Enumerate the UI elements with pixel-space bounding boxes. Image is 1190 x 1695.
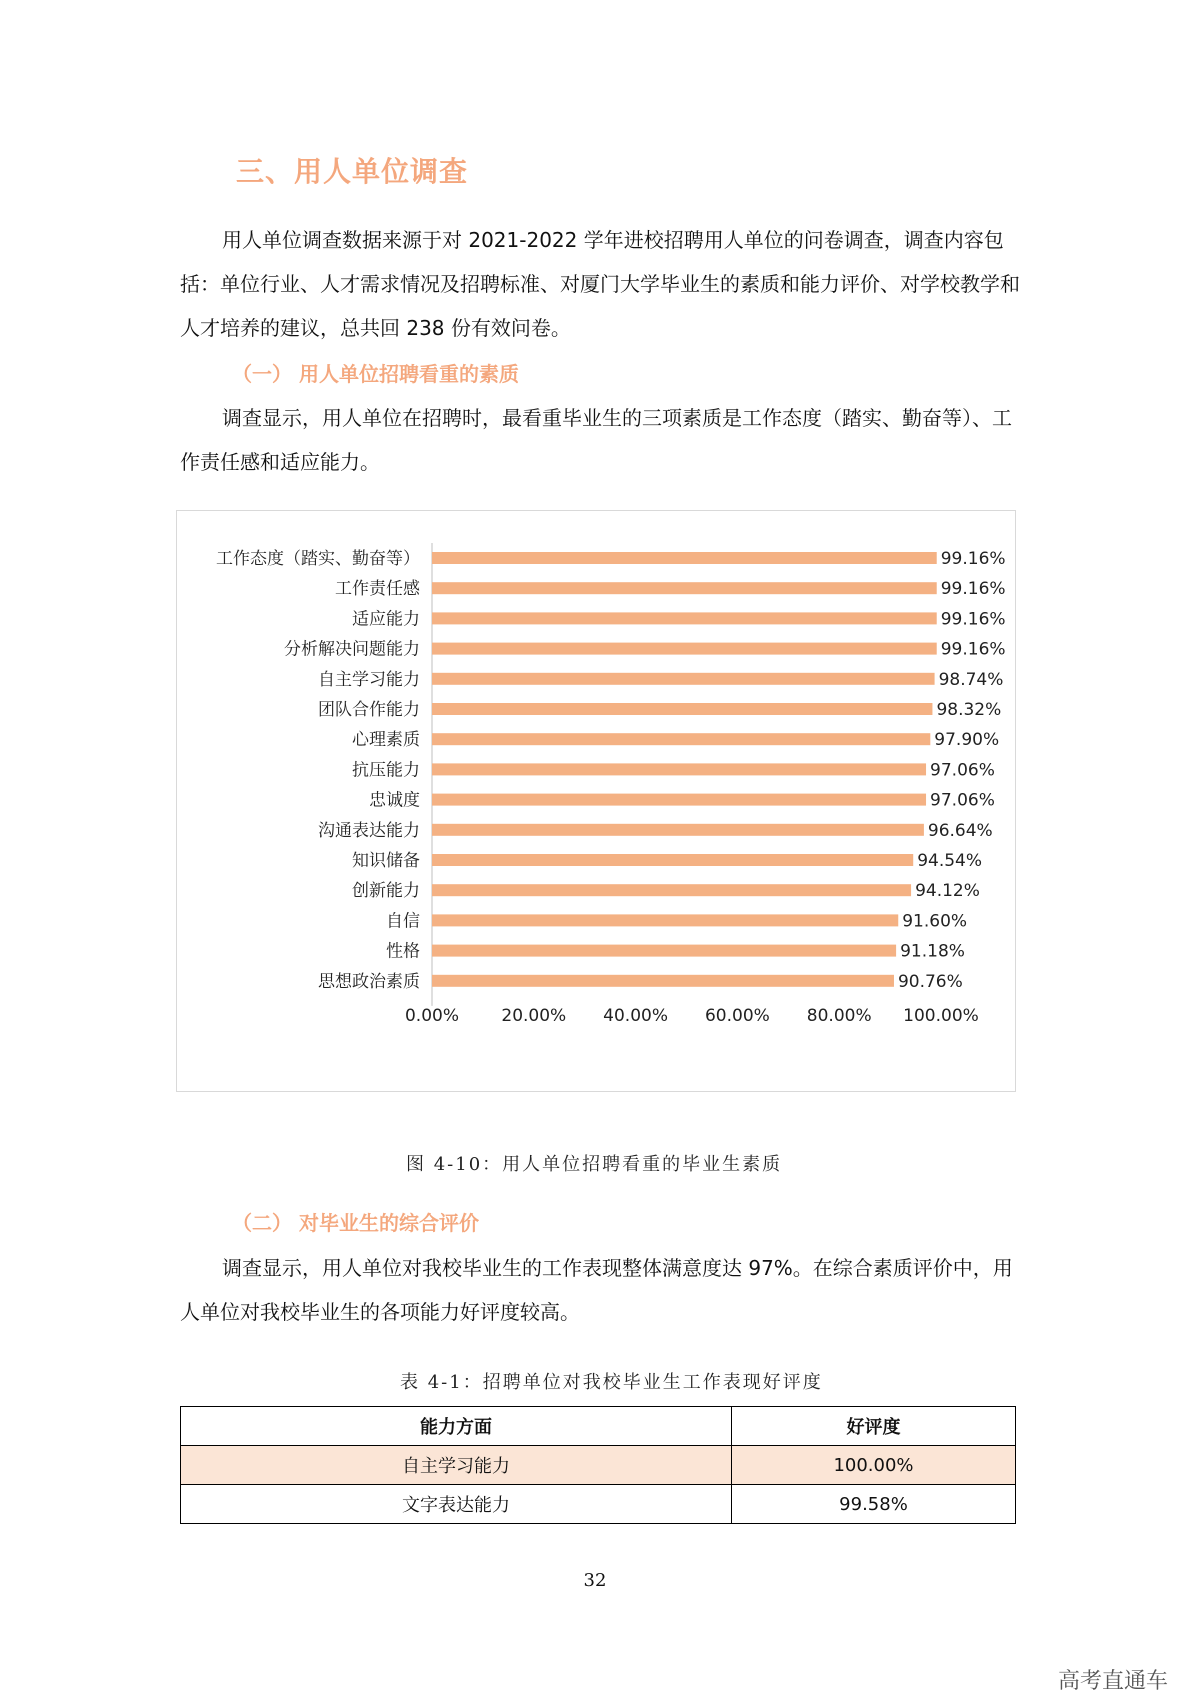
category-label: 心理素质 bbox=[352, 730, 420, 751]
subsection-1-title: （一） 用人单位招聘看重的素质 bbox=[232, 362, 519, 386]
data-label: 91.60% bbox=[902, 911, 968, 932]
table-header-rating: 好评度 bbox=[732, 1407, 1016, 1446]
data-label: 99.16% bbox=[940, 639, 1006, 660]
x-tick-label: 80.00% bbox=[806, 1006, 872, 1026]
data-label: 94.12% bbox=[915, 881, 980, 902]
category-label: 自信 bbox=[386, 911, 420, 932]
category-label: 思想政治素质 bbox=[318, 971, 420, 992]
subsection-2-title: （二） 对毕业生的综合评价 bbox=[232, 1211, 479, 1235]
data-label: 97.06% bbox=[930, 760, 995, 781]
data-label: 91.18% bbox=[900, 941, 965, 962]
data-label: 99.16% bbox=[940, 609, 1006, 630]
page-number: 32 bbox=[583, 1570, 607, 1591]
category-label: 忠诚度 bbox=[369, 790, 420, 811]
bar bbox=[432, 945, 896, 957]
category-label: 创新能力 bbox=[352, 881, 420, 902]
section-title: 三、用人单位调查 bbox=[236, 155, 469, 188]
category-label: 团队合作能力 bbox=[318, 700, 420, 720]
intro-paragraph: 用人单位调查数据来源于对 2021-2022 学年进校招聘用人单位的问卷调查，调查内容包括：单位行业、人才需求情况及招聘标准、对厦门大学毕业生的素质和能力评价、对学校教学和人才培养的建议，总共回 238 份有效问卷。 bbox=[180, 228, 1020, 340]
data-label: 99.16% bbox=[940, 579, 1006, 600]
data-label: 99.16% bbox=[940, 549, 1006, 569]
bar bbox=[432, 975, 894, 987]
bar bbox=[432, 794, 926, 806]
bar bbox=[432, 643, 937, 655]
category-label: 工作态度（踏实、勤奋等） bbox=[216, 549, 420, 569]
evaluation-table bbox=[180, 1406, 1016, 1524]
table-header-row bbox=[181, 1407, 1016, 1446]
x-tick-label: 40.00% bbox=[603, 1006, 669, 1026]
x-tick-label: 0.00% bbox=[404, 1006, 460, 1026]
data-label: 94.54% bbox=[917, 851, 983, 871]
bar bbox=[432, 552, 937, 564]
chart-frame bbox=[176, 510, 1016, 1092]
x-tick-label: 100.00% bbox=[903, 1006, 979, 1026]
x-tick-label: 60.00% bbox=[704, 1006, 770, 1026]
data-label: 97.06% bbox=[930, 790, 995, 811]
bar bbox=[432, 914, 898, 926]
category-label: 性格 bbox=[386, 941, 420, 962]
category-label: 工作责任感 bbox=[335, 579, 420, 600]
bar bbox=[432, 763, 926, 775]
category-label: 适应能力 bbox=[352, 609, 420, 630]
category-label: 抗压能力 bbox=[352, 760, 420, 781]
bar bbox=[432, 582, 937, 594]
data-label: 97.90% bbox=[934, 730, 1000, 751]
bar bbox=[432, 884, 911, 896]
bar bbox=[432, 703, 932, 715]
subsection-1-paragraph: 调查显示，用人单位在招聘时，最看重毕业生的三项素质是工作态度（踏实、勤奋等）、工作责任感和适应能力。 bbox=[180, 406, 1012, 474]
category-label: 自主学习能力 bbox=[318, 669, 420, 690]
bar bbox=[432, 733, 930, 745]
data-label: 96.64% bbox=[927, 820, 993, 841]
table-header-ability: 能力方面 bbox=[181, 1407, 732, 1446]
bar bbox=[432, 612, 937, 624]
subsection-2-paragraph: 调查显示，用人单位对我校毕业生的工作表现整体满意度达 97%。在综合素质评价中，用人单位对我校毕业生的各项能力好评度较高。 bbox=[180, 1256, 1013, 1324]
quality-bar-chart bbox=[177, 511, 1015, 1091]
table-row bbox=[181, 1485, 1016, 1524]
table-cell-rating: 99.58% bbox=[732, 1485, 1016, 1524]
category-label: 分析解决问题能力 bbox=[284, 639, 420, 660]
data-label: 98.32% bbox=[936, 700, 1002, 720]
data-label: 98.74% bbox=[938, 669, 1004, 690]
watermark: 高考直通车 bbox=[1057, 1669, 1168, 1694]
bar bbox=[432, 673, 935, 685]
data-label: 90.76% bbox=[897, 971, 963, 992]
table-row bbox=[181, 1446, 1016, 1485]
bar bbox=[432, 824, 924, 836]
category-label: 知识储备 bbox=[352, 851, 420, 871]
table-cell-ability: 自主学习能力 bbox=[181, 1446, 732, 1485]
figure-caption: 图 4-10：用人单位招聘看重的毕业生素质 bbox=[406, 1154, 783, 1175]
table-cell-ability: 文字表达能力 bbox=[181, 1485, 732, 1524]
category-label: 沟通表达能力 bbox=[318, 820, 420, 841]
bar bbox=[432, 854, 913, 866]
x-tick-label: 20.00% bbox=[501, 1006, 567, 1026]
table-caption: 表 4-1：招聘单位对我校毕业生工作表现好评度 bbox=[400, 1372, 823, 1393]
table-cell-rating: 100.00% bbox=[732, 1446, 1016, 1485]
